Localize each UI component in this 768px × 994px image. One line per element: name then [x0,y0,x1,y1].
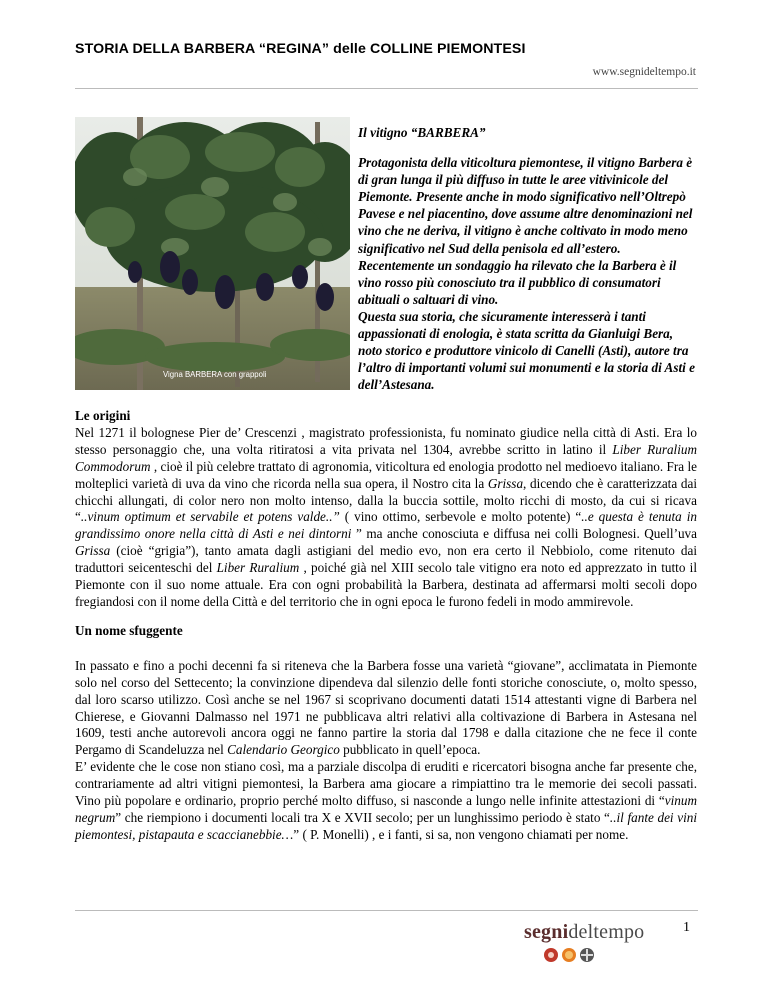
article-body [75,408,697,844]
footer-logo: segnideltempo [524,921,645,943]
intro-title: Il vitigno “BARBERA” [358,125,486,140]
vineyard-photo [75,117,350,390]
section-heading-origini: Le origini [75,408,131,423]
flower-icon [544,948,558,962]
section-nome-paragraph-1: In passato e fino a pochi decenni fa si riteneva che la Barbera fosse una varietà “giovane”, acclimatata in Piemonte solo nel corso del Settecento; la convinzione dipendeva dal silenzio delle fonti storiche conosciute, o, molto spesso, dal loro scarso utilizzo. Così anche se nel 1967 si scoprivano documenti datati 1514 attestanti vigne di Barbera nel Chierese, e Giovanni Dalmasso nel 1971 ne pubblicava altri relativi alla coltivazione di Barbera in Astesana nel 1609, testi anche autorevoli ancora oggi ne fanno partire la storia dal 1798 e dalla citazione che ne fece il conte Pergamo di Scandeluzza nel Calendario Georgico pubblicato in quell’epoca. [75,657,697,758]
section-nome-paragraph-2: E’ evidente che le cose non stiano così, ma a parziale discolpa di eruditi e ricercatori bisogna anche far presente che, contrariamente ad altri vitigni piemontesi, la Barbera ama giocare a rimpiattino tra le memorie dei secoli passati. Vino più popolare e ordinario, proprio perché molto diffuso, si nasconde a lungo nelle infinite attestazioni di “vinum negrum” che riempiono i documenti locali tra X e XVII secolo; per un lunghissimo periodo è stato “..il fante dei vini piemontesi, pistapauta e scaccianebbie…” ( P. Monelli) , e i fanti, si sa, non vengono chiamati per nome. [75,759,697,842]
cross-icon [580,948,594,962]
intro-body: Protagonista della viticoltura piemontese, il vitigno Barbera è di gran lunga il più diffuso in tutte le aree vitivinicole del Piemonte. Presente anche in modo significativo nell’Oltrepò Pavese e nel piacentino, dove assume altre denominazioni nel vino che ne deriva, il vitigno è anche coltivato in modo meno significativo nel Sud della penisola ed all’estero. Recentemente un sondaggio ha rilevato che la Barbera è il vino rosso più conosciuto tra il pubblico di consumatori abituali o saltuari di vino. Questa sua storia, che sicuramente interesserà i tanti appassionati di enologia, è stata scritta da Gianluigi Bera, noto storico e produttore vinicolo di Canelli (Asti), autore tra l’altro di importanti volumi sui monumenti e la storia di Asti e dell’Astesana. [358,155,695,393]
page-number: 1 [683,920,690,935]
header-website-url[interactable]: www.segnideltempo.it [592,66,696,78]
footer-logo-icons [543,947,595,968]
intro-box [358,124,698,393]
sun-icon [562,948,576,962]
photo-caption: Vigna BARBERA con grappoli [163,370,267,379]
section-heading-nome-sfuggente: Un nome sfuggente [75,622,183,638]
page-header-title: STORIA DELLA BARBERA “REGINA” delle COLLINE PIEMONTESI [75,41,526,57]
section-origini-paragraph: Nel 1271 il bolognese Pier de’ Crescenzi , magistrato professionista, fu nominato giudice nella città di Asti. Era lo stesso personaggio che, una volta ritiratosi a vita privata nel 1304, avrebbe scritto in latino il Liber Ruralium Commodorum , cioè il più celebre trattato di agronomia, viticoltura ed enologia prodotto nel medioevo italiano. Fra le molteplici varietà di uva da vino che ricorda nella sua opera, il Nostro cita la Grissa, dicendo che è caratterizzata dai chicchi allungati, di color nero non molto intenso, dalla la buccia sottile, molto ricchi di mosto, da cui si ricava “..vinum optimum et servabile et potens valde..” ( vino ottimo, serbevole e molto potente) “..e questa è tenuta in grandissimo onore nella città di Asti e nei dintorni ” ma anche conosciuta e diffusa nei colli Bolognesi. Quell’uva Grissa (cioè “grigia”), tanto amata dagli astigiani del medio evo, non era certo il Nebbiolo, come ritenuto dai traduttori seicenteschi del Liber Ruralium , poiché già nel XIII secolo tale vitigno era noto ed apprezzato in tutto il Piemonte con il suo nome attuale. Era con ogni probabilità la Barbera, destinata ad affermarsi molti secoli dopo fregiandosi con il nome della Città e del territorio che in ogni epoca le furono fedeli in modo ammirevole. [75,424,697,609]
footer-divider [75,910,698,911]
header-divider [75,88,698,89]
